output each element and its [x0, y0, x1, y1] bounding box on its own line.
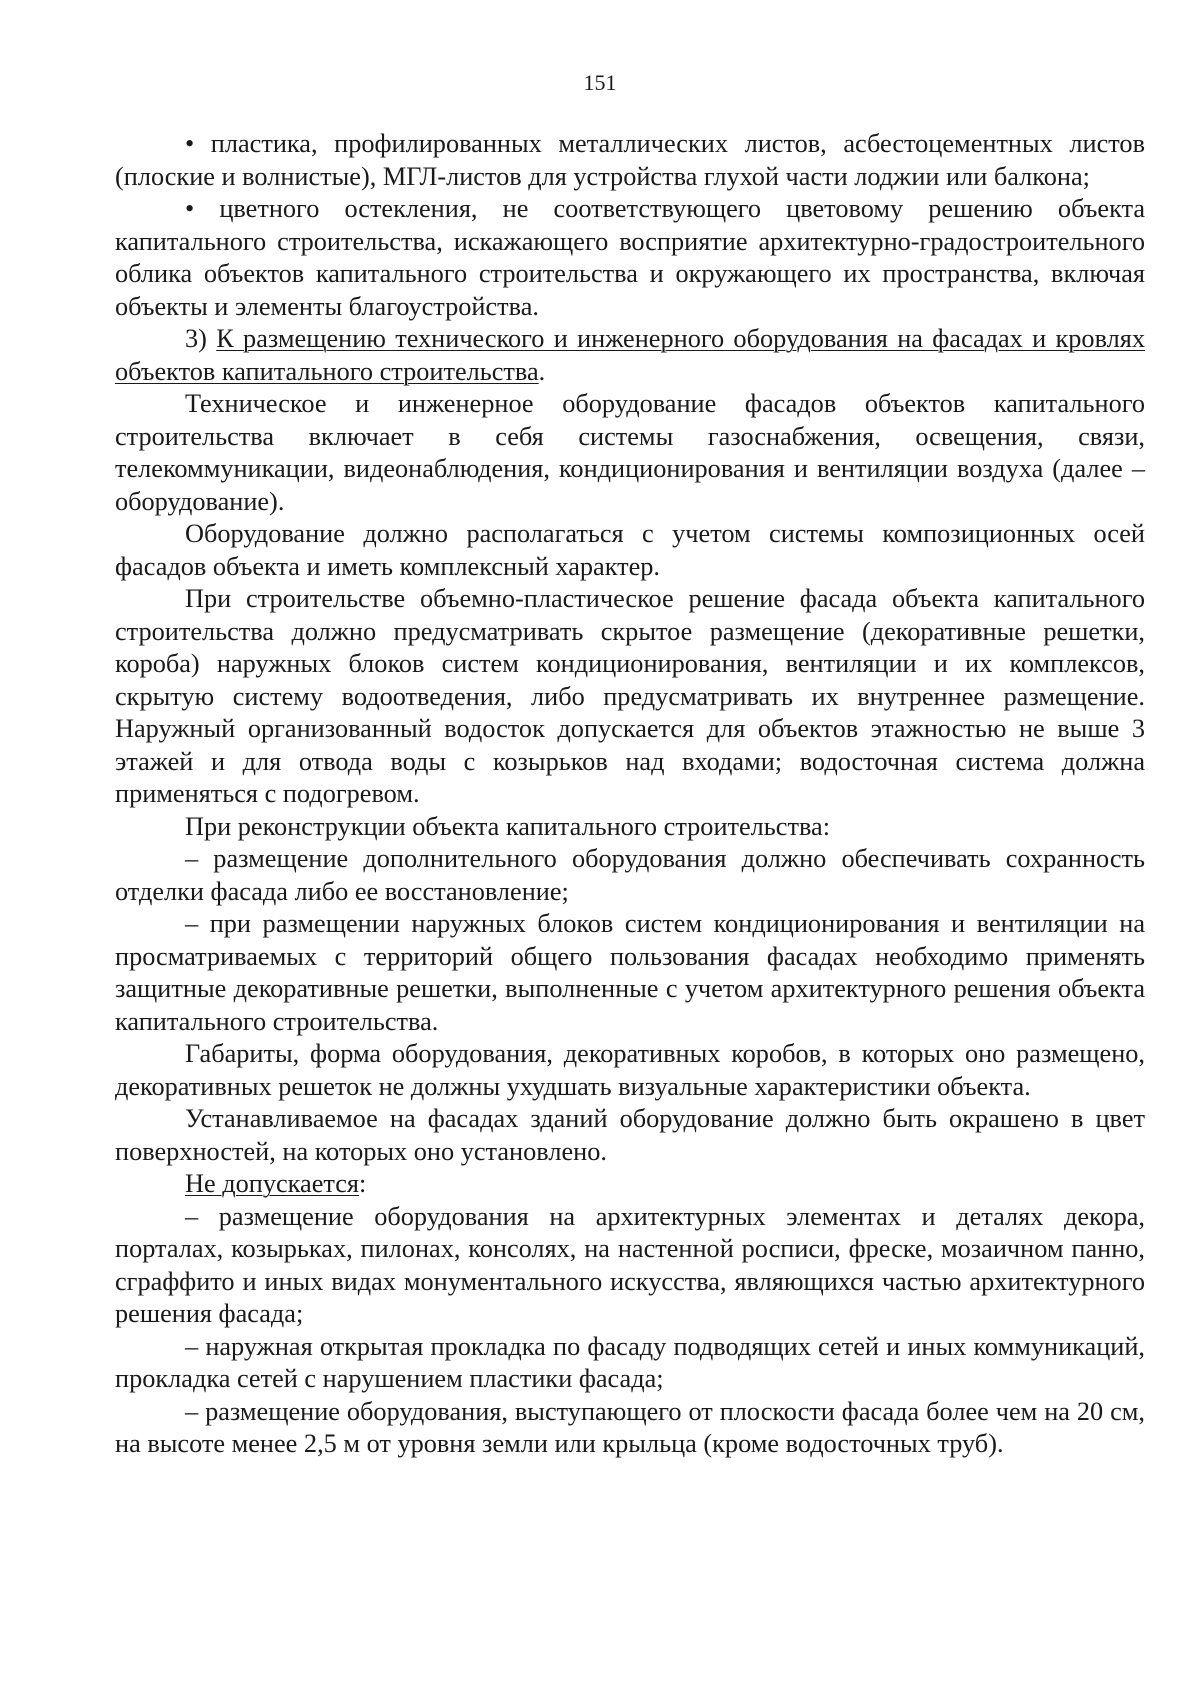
paragraph-bullet-plastic: • пластика, профилированных металлических листов, асбестоцементных листов (плоские и волнистые), МГЛ-листов для устройства глухой части лоджии или балкона;	[115, 129, 1145, 191]
list-item-additional-equipment: – размещение дополнительного оборудования должно обеспечивать сохранность отделки фасада либо ее восстановление;	[115, 844, 1145, 906]
paragraph-bullet-glazing: • цветного остекления, не соответствующего цветовому решению объекта капитального строительства, искажающего восприятие архитектурно-градостроительного облика объектов капитального строительства и окружающего их пространства, включая объекты и элементы благоустройства.	[115, 194, 1145, 321]
prohibited-heading	[115, 1168, 1145, 1201]
paragraph-equipment-placement: Оборудование должно располагаться с учетом системы композиционных осей фасадов объекта и иметь комплексный характер.	[115, 519, 1145, 581]
paragraph-painting: Устанавливаемое на фасадах зданий оборудование должно быть окрашено в цвет поверхностей, на которых оно установлено.	[115, 1104, 1145, 1166]
list-item-protruding-equipment: – размещение оборудования, выступающего от плоскости фасада более чем на 20 см, на высоте менее 2,5 м от уровня земли или крыльца (кроме водосточных труб).	[115, 1396, 1145, 1458]
section-heading-3	[115, 323, 1145, 388]
section-heading-suffix: .	[538, 356, 546, 386]
prohibited-heading-text: Не допускается	[185, 1169, 359, 1198]
list-item-architectural-elements: – размещение оборудования на архитектурных элементах и деталях декора, порталах, козырьках, пилонах, консолях, на настенной росписи, фреске, мозаичном панно, сграффито и иных видах монументального искусства, являющихся частью архитектурного решения фасада;	[115, 1201, 1145, 1328]
page-number: 151	[583, 70, 617, 95]
document-body	[115, 128, 1145, 1461]
paragraph-reconstruction: При реконструкции объекта капитального строительства:	[185, 811, 831, 841]
paragraph-construction: При строительстве объемно-пластическое решение фасада объекта капитального строительства должно предусматривать скрытое размещение (декоративные решетки, короба) наружных блоков систем кондиционирования, вентиляции и их комплексов, скрытую систему водоотведения, либо предусматривать их внутреннее размещение. Наружный организованный водосток допускается для объектов этажностью не выше 3 этажей и для отвода воды с козырьков над входами; водосточная система должна применяться с подогревом.	[115, 584, 1145, 808]
section-heading-text: К размещению технического и инженерного оборудования на фасадах и кровлях объектов капитального строительства	[115, 324, 1146, 386]
paragraph-equipment-definition: Техническое и инженерное оборудование фасадов объектов капитального строительства включает в себя системы газоснабжения, освещения, связи, телекоммуникации, видеонаблюдения, кондиционирования и вентиляции воздуха (далее – оборудование).	[115, 389, 1145, 516]
section-number: 3)	[185, 324, 217, 353]
list-item-open-laying: – наружная открытая прокладка по фасаду подводящих сетей и иных коммуникаций, прокладка сетей с нарушением пластики фасада;	[115, 1331, 1145, 1393]
prohibited-heading-suffix: :	[358, 1169, 367, 1198]
list-item-outdoor-units: – при размещении наружных блоков систем кондиционирования и вентиляции на просматриваемых с территорий общего пользования фасадах необходимо применять защитные декоративные решетки, выполненные с учетом архитектурного решения объекта капитального строительства.	[115, 909, 1145, 1036]
paragraph-dimensions: Габариты, форма оборудования, декоративных коробов, в которых оно размещено, декоративных решеток не должны ухудшать визуальные характеристики объекта.	[115, 1039, 1145, 1101]
